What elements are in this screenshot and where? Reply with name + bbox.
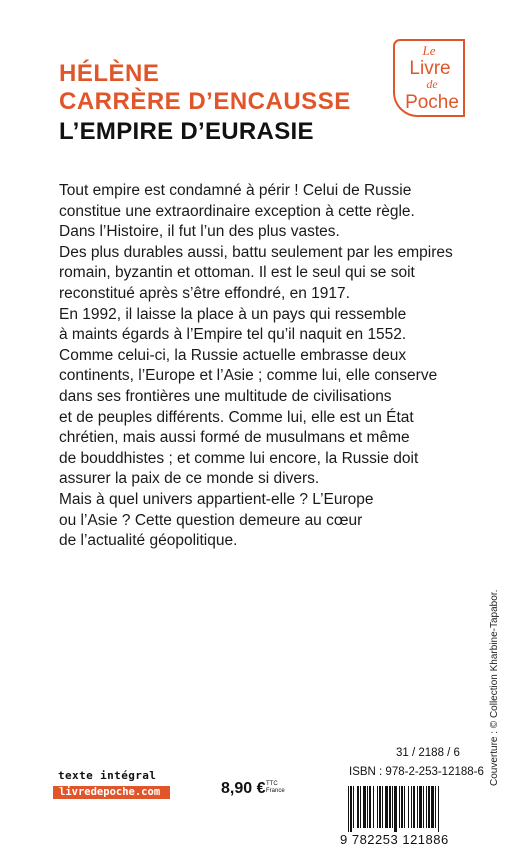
barcode-bar xyxy=(389,786,391,828)
blurb-line: Des plus durables aussi, battu seulement par les empires xyxy=(59,243,453,261)
blurb-line: chrétien, mais aussi formé de musulmans et même xyxy=(59,429,410,447)
logo-text-le: Le xyxy=(422,43,436,58)
blurb-line: de bouddhistes ; et comme lui encore, la Russie doit xyxy=(59,449,419,467)
publisher-logo xyxy=(392,38,466,120)
barcode-bar xyxy=(399,786,400,828)
price-tax-note xyxy=(266,781,285,794)
barcode-bar xyxy=(413,786,415,828)
author-first-name: HÉLÈNE xyxy=(59,60,160,87)
barcode-bar xyxy=(379,786,381,828)
blurb-line: En 1992, il laisse la place à un pays qui ressemble xyxy=(59,305,407,323)
blurb-line: Dans l’Histoire, il fut l’un des plus vastes. xyxy=(59,223,340,241)
blurb-line: ou l’Asie ? Cette question demeure au cœur xyxy=(59,511,363,529)
logo-text-poche: Poche xyxy=(405,92,459,113)
barcode-bar xyxy=(394,786,397,832)
price-ttc: TTC xyxy=(266,781,278,787)
barcode-bar xyxy=(408,786,409,828)
barcode-bar xyxy=(438,786,439,832)
blurb-line: et de peuples différents. Comme lui, elle est un État xyxy=(59,408,414,426)
blurb-line: Tout empire est condamné à périr ! Celui de Russie xyxy=(59,182,412,199)
barcode-bar xyxy=(404,786,405,828)
barcode-bar xyxy=(423,786,424,828)
logo-text-livre: Livre xyxy=(409,58,451,79)
blurb-line: continents, l’Europe et l’Asie ; comme lui, elle conserve xyxy=(59,367,438,385)
barcode-bar xyxy=(377,786,378,828)
logo-text-de: de xyxy=(426,77,438,91)
barcode-bar xyxy=(435,786,436,828)
barcode-bar xyxy=(417,786,418,828)
price: 8,90 € xyxy=(221,780,266,797)
blurb-line: romain, byzantin et ottoman. Il est le seul qui se soit xyxy=(59,264,415,282)
barcode xyxy=(348,786,470,832)
barcode-bar xyxy=(373,786,374,828)
blurb-line: reconstitué après s’être effondré, en 1917. xyxy=(59,284,350,302)
price-france: France xyxy=(266,787,285,794)
author-last-name: CARRÈRE D’ENCAUSSE xyxy=(59,88,351,115)
blurb-line: à maints égards à l’Empire tel qu’il naquit en 1552. xyxy=(59,326,407,344)
barcode-bar xyxy=(426,786,427,828)
texte-integral-label: texte intégral xyxy=(58,769,157,782)
barcode-bar xyxy=(363,786,366,828)
back-cover-blurb xyxy=(59,181,469,552)
barcode-bar xyxy=(360,786,361,828)
barcode-bar xyxy=(353,786,354,828)
barcode-bar xyxy=(348,786,349,832)
barcode-bar xyxy=(411,786,412,828)
blurb-line: dans ses frontières une multitude de civilisations xyxy=(59,387,392,405)
barcode-bar xyxy=(431,786,434,828)
barcode-bar xyxy=(385,786,388,828)
blurb-line: Mais à quel univers appartient-elle ? L’Europe xyxy=(59,490,374,508)
catalog-code: 31 / 2188 / 6 xyxy=(396,747,460,759)
blurb-line: constitue une extraordinaire exception à cette règle. xyxy=(59,202,415,220)
blurb-line: de l’actualité géopolitique. xyxy=(59,532,238,550)
barcode-bar xyxy=(357,786,359,828)
cover-credit: Couverture : © Collection Kharbine-Tapabor. xyxy=(489,589,500,786)
barcode-digits: 9 782253 121886 xyxy=(340,832,449,847)
barcode-bar xyxy=(428,786,430,828)
barcode-bar xyxy=(401,786,403,828)
isbn: ISBN : 978-2-253-12188-6 xyxy=(349,766,484,778)
blurb-line: Comme celui-ci, la Russie actuelle embrasse deux xyxy=(59,346,407,364)
barcode-bar xyxy=(382,786,383,828)
barcode-bar xyxy=(367,786,368,828)
barcode-bar xyxy=(350,786,352,832)
barcode-bar xyxy=(419,786,422,828)
barcode-bar xyxy=(392,786,393,828)
barcode-bar xyxy=(369,786,371,828)
blurb-line: assurer la paix de ce monde si divers. xyxy=(59,470,320,488)
author-name xyxy=(59,60,351,116)
book-title: L’EMPIRE D’EURASIE xyxy=(59,118,314,145)
website-link[interactable]: livredepoche.com xyxy=(53,786,170,799)
